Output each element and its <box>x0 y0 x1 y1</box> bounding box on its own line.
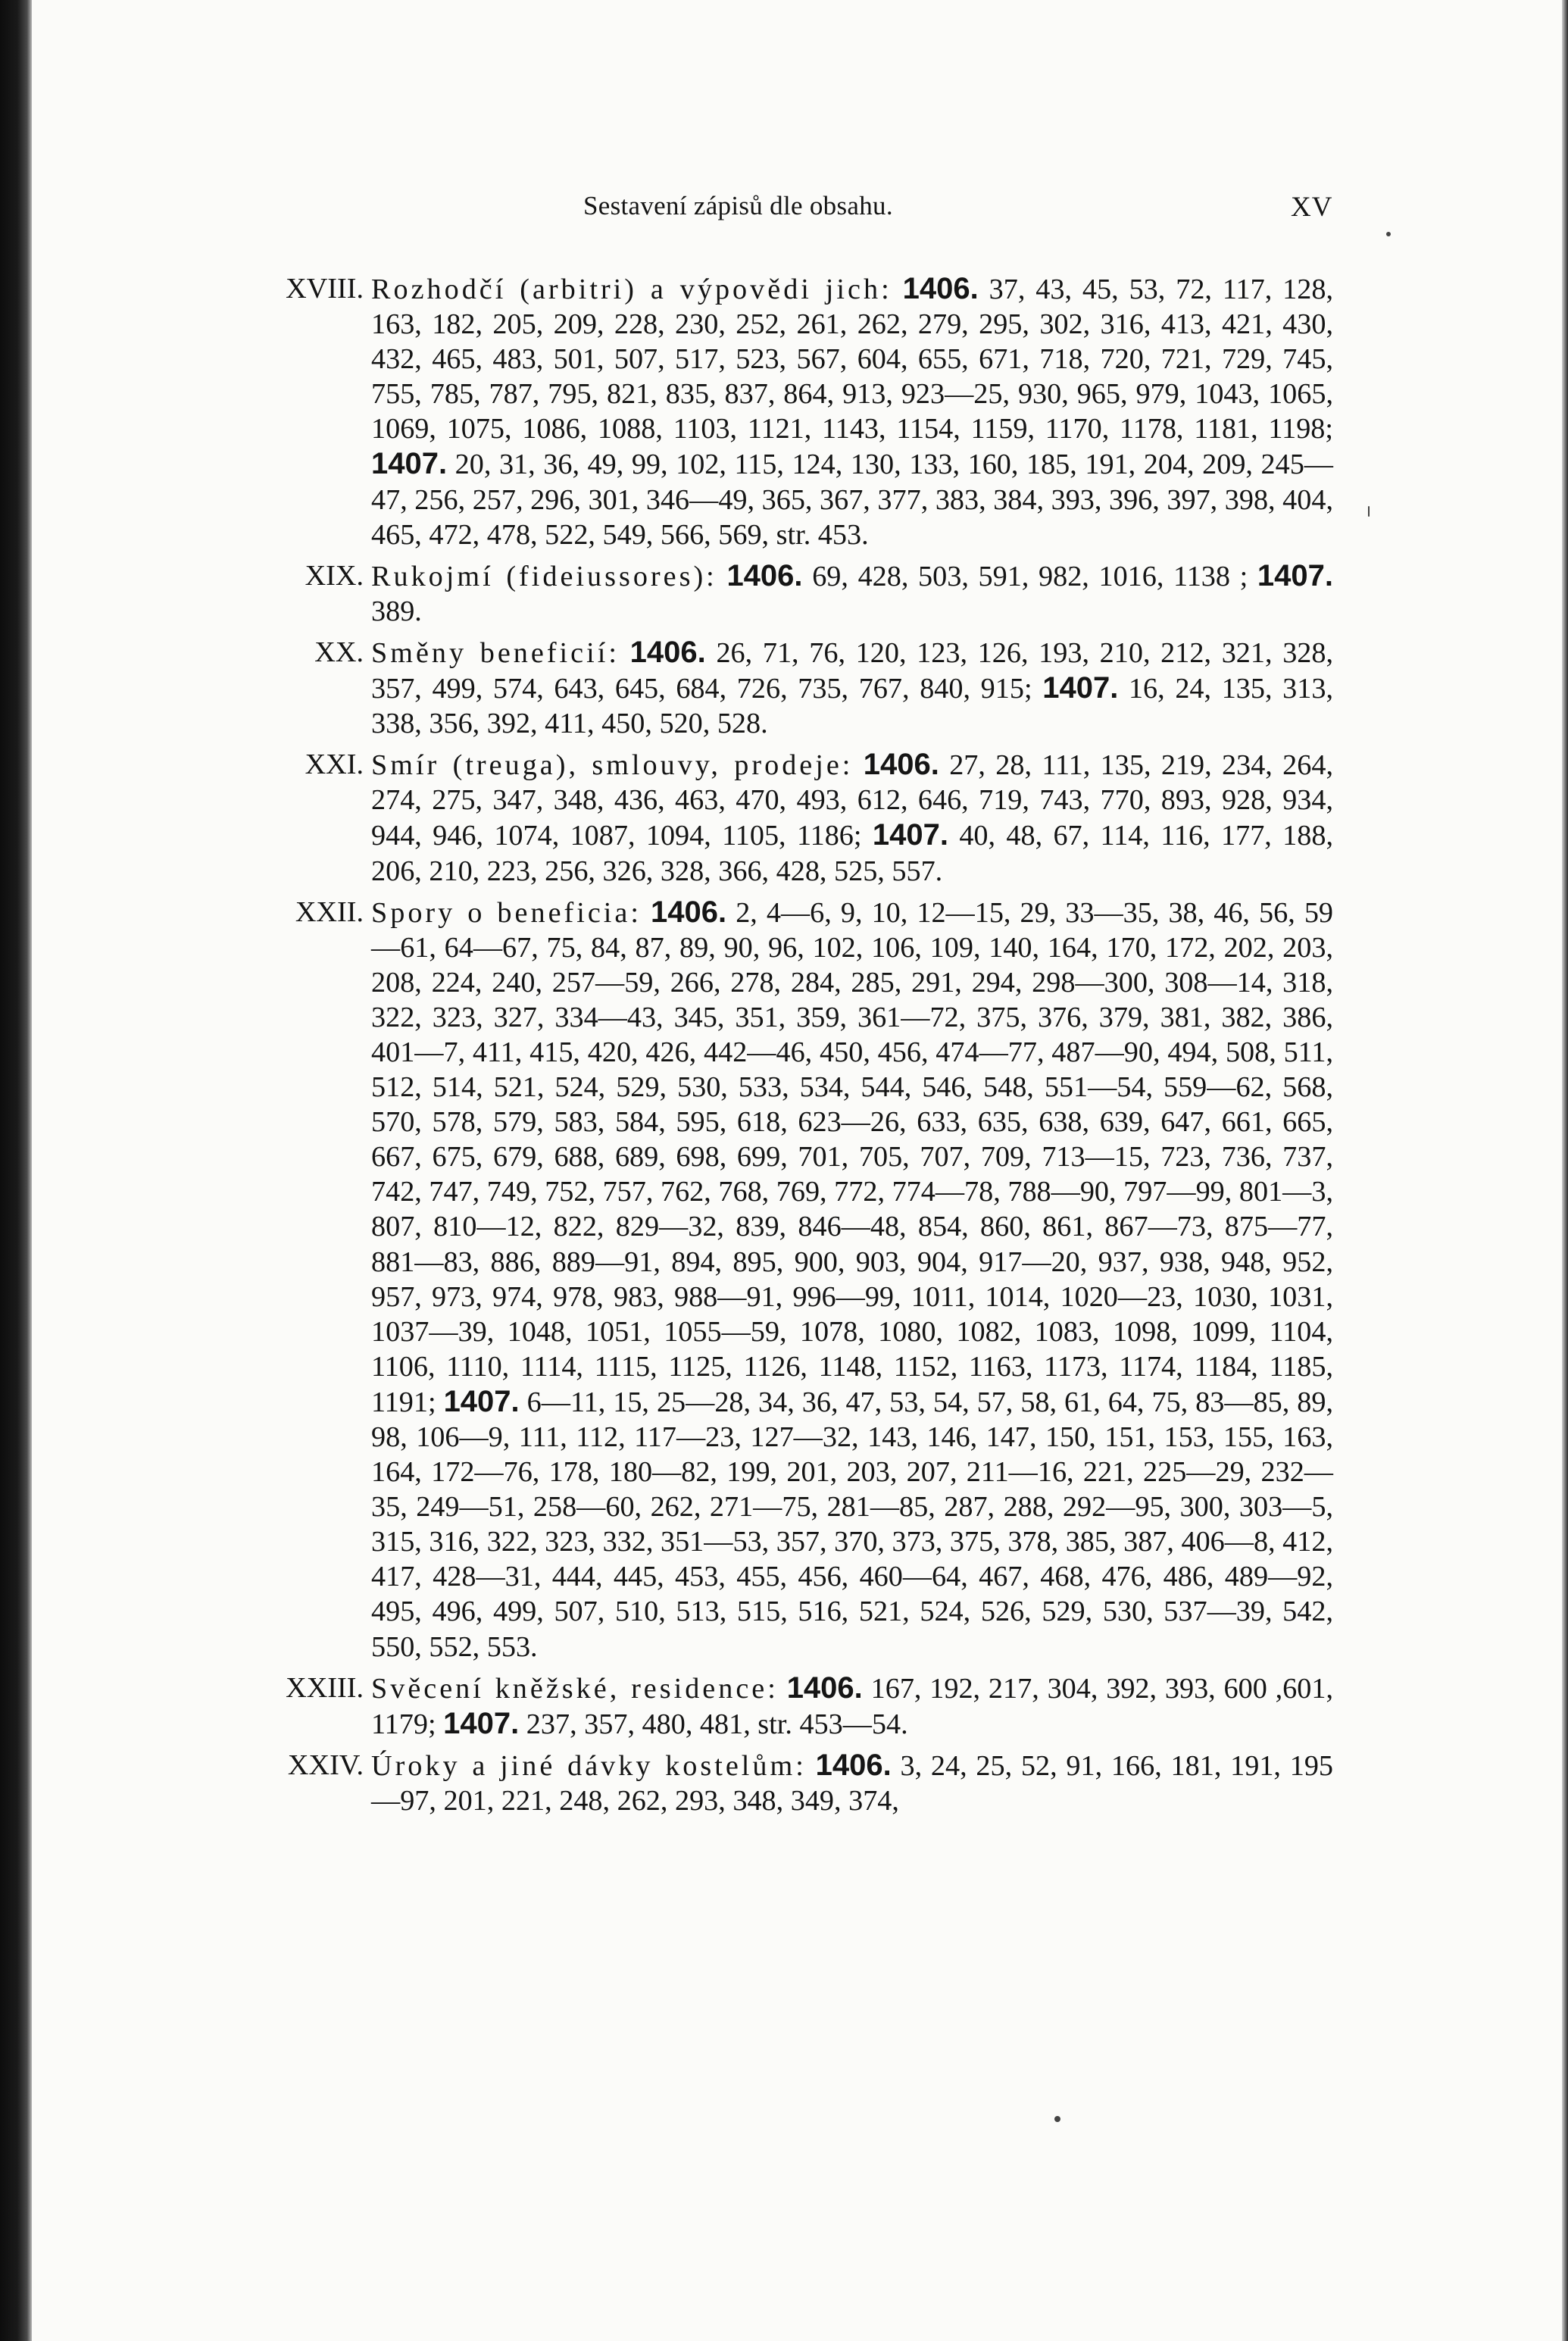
volume-1407: 1407. <box>1257 558 1334 592</box>
entry-heading: Smír (treuga), smlouvy, prodeje: <box>371 749 854 782</box>
volume-1406: 1406. <box>863 748 939 782</box>
refs-1406: 3, 24, 25, 52, 91, 166, 181, 191, 195—97, 201, 221, 248, 262, 293, 348, 349, 374, <box>371 1749 1334 1817</box>
volume-1406: 1406. <box>651 895 727 929</box>
entry-heading: Úroky a jiné dávky kostelům: <box>371 1749 807 1782</box>
volume-1407: 1407. <box>1042 671 1119 705</box>
entry-heading: Rukojmí (fideiussores): <box>371 560 717 592</box>
entry-numeral: XXIV. <box>287 1749 364 1781</box>
index-entry <box>227 558 1333 629</box>
scan-left-edge <box>0 0 32 2341</box>
refs-1406: 69, 428, 503, 591, 982, 1016, 1138 ; <box>812 560 1248 592</box>
page-header <box>0 191 1568 229</box>
refs-1406: 167, 192, 217, 304, 392, 393, 600 ,601, 1179; <box>371 1672 1334 1740</box>
index-entry <box>227 895 1333 1664</box>
refs-1406: 37, 43, 45, 53, 72, 117, 128, 163, 182, 205, 209, 228, 230, 252, 261, 262, 279, 295, 302, 316, 413, 421, 430, 432, 465, 483, 501, 507, 517, 523, 567, 604, 655, 671, 718, 720, 721, 729, 745, 755, 785, 787, 795, 821, 835, 837, 864, 913, 923—25, 930, 965, 979, 1043, 1065, 1069, 1075, 1086, 1088, 1103, 1121, 1143, 1154, 1159, 1170, 1178, 1181, 1198; <box>371 273 1334 445</box>
entry-numeral: XXI. <box>305 749 364 781</box>
running-title: Sestavení zápisů dle obsahu. <box>583 191 893 220</box>
refs-1407: 6—11, 15, 25—28, 34, 36, 47, 53, 54, 57, 58, 61, 64, 75, 83—85, 89, 98, 106—9, 111, 112, 117—23, 127—32, 143, 146, 147, 150, 151, 153, 155, 163, 164, 172—76, 178, 180—82, 199, 201, 203, 207, 211—16, 221, 225—29, 232—35, 249—51, 258—60, 262, 271—75, 281—85, 287, 288, 292—95, 300, 303—5, 315, 316, 322, 323, 332, 351—53, 357, 370, 373, 375, 378, 385, 387, 406—8, 412, 417, 428—31, 444, 445, 453, 455, 456, 460—64, 467, 468, 476, 486, 489—92, 495, 496, 499, 507, 510, 513, 515, 516, 521, 524, 526, 529, 530, 537—39, 542, 550, 552, 553. <box>371 1386 1333 1663</box>
scan-right-edge <box>1562 0 1568 2341</box>
volume-1406: 1406. <box>902 272 979 305</box>
index-entry <box>227 271 1333 552</box>
entry-heading: Svěcení kněžské, residence: <box>371 1672 779 1705</box>
index-entry <box>227 1748 1333 1818</box>
refs-1406: 26, 71, 76, 120, 123, 126, 193, 210, 212, 321, 328, 357, 499, 574, 643, 645, 684, 726, 735, 767, 840, 915; <box>371 636 1334 705</box>
entry-heading: Směny beneficií: <box>371 636 620 669</box>
index-entry <box>227 1671 1333 1742</box>
refs-1407: 20, 31, 36, 49, 99, 102, 115, 124, 130, 133, 160, 185, 191, 204, 209, 245—47, 256, 257, 296, 301, 346—49, 365, 367, 377, 383, 384, 393, 396, 397, 398, 404, 465, 472, 478, 522, 549, 566, 569, str. 453. <box>371 449 1333 551</box>
entry-numeral: XXIII. <box>286 1671 364 1704</box>
entry-numeral: XX. <box>314 636 364 668</box>
index-entry <box>227 747 1333 888</box>
scan-speck <box>1386 232 1391 236</box>
volume-1406: 1406. <box>726 558 803 592</box>
scan-speck <box>1054 2116 1060 2122</box>
volume-1406: 1406. <box>815 1748 892 1782</box>
refs-1407: 237, 357, 480, 481, str. 453—54. <box>526 1708 908 1740</box>
refs-1406: 27, 28, 111, 135, 219, 234, 264, 274, 275, 347, 348, 436, 463, 470, 493, 612, 646, 719, 743, 770, 893, 928, 934, 944, 946, 1074, 1087, 1094, 1105, 1186; <box>371 749 1333 852</box>
volume-1407: 1407. <box>443 1706 520 1740</box>
page-number: XV <box>1291 192 1333 223</box>
scan-speck <box>1368 506 1370 517</box>
entry-numeral: XXII. <box>295 895 364 928</box>
volume-1406: 1406. <box>629 635 706 669</box>
index-entry <box>227 635 1333 741</box>
volume-1406: 1406. <box>786 1671 863 1705</box>
refs-1407: 16, 24, 135, 313, 338, 356, 392, 411, 450, 520, 528. <box>371 673 1333 740</box>
index-entries <box>227 271 1333 1824</box>
volume-1407: 1407. <box>371 447 448 481</box>
refs-1406: 2, 4—6, 9, 10, 12—15, 29, 33—35, 38, 46, 56, 59—61, 64—67, 75, 84, 87, 89, 90, 96, 102, 106, 109, 140, 164, 170, 172, 202, 203, 208, 224, 240, 257—59, 266, 278, 284, 285, 291, 294, 298—300, 308—14, 318, 322, 323, 327, 334—43, 345, 351, 359, 361—72, 375, 376, 379, 381, 382, 386, 401—7, 411, 415, 420, 426, 442—46, 450, 456, 474—77, 487—90, 494, 508, 511, 512, 514, 521, 524, 529, 530, 533, 534, 544, 546, 548, 551—54, 559—62, 568, 570, 578, 579, 583, 584, 595, 618, 623—26, 633, 635, 638, 639, 647, 661, 665, 667, 675, 679, 688, 689, 698, 699, 701, 705, 707, 709, 713—15, 723, 736, 737, 742, 747, 749, 752, 757, 762, 768, 769, 772, 774—78, 788—90, 797—99, 801—3, 807, 810—12, 822, 829—32, 839, 846—48, 854, 860, 861, 867—73, 875—77, 881—83, 886, 889—91, 894, 895, 900, 903, 904, 917—20, 937, 938, 948, 952, 957, 973, 974, 978, 983, 988—91, 996—99, 1011, 1014, 1020—23, 1030, 1031, 1037—39, 1048, 1051, 1055—59, 1078, 1080, 1082, 1083, 1098, 1099, 1104, 1106, 1110, 1114, 1115, 1125, 1126, 1148, 1152, 1163, 1173, 1174, 1184, 1185, 1191; <box>371 896 1334 1418</box>
entry-numeral: XVIII. <box>286 273 364 305</box>
entry-heading: Spory o beneficia: <box>371 896 642 929</box>
entry-heading: Rozhodčí (arbitri) a výpovědi jich: <box>371 273 892 305</box>
refs-1407: 40, 48, 67, 114, 116, 177, 188, 206, 210, 223, 256, 326, 328, 366, 428, 525, 557. <box>371 820 1334 887</box>
entry-numeral: XIX. <box>305 559 364 592</box>
volume-1407: 1407. <box>443 1384 520 1418</box>
volume-1407: 1407. <box>872 818 948 852</box>
refs-1407: 389. <box>371 595 422 627</box>
